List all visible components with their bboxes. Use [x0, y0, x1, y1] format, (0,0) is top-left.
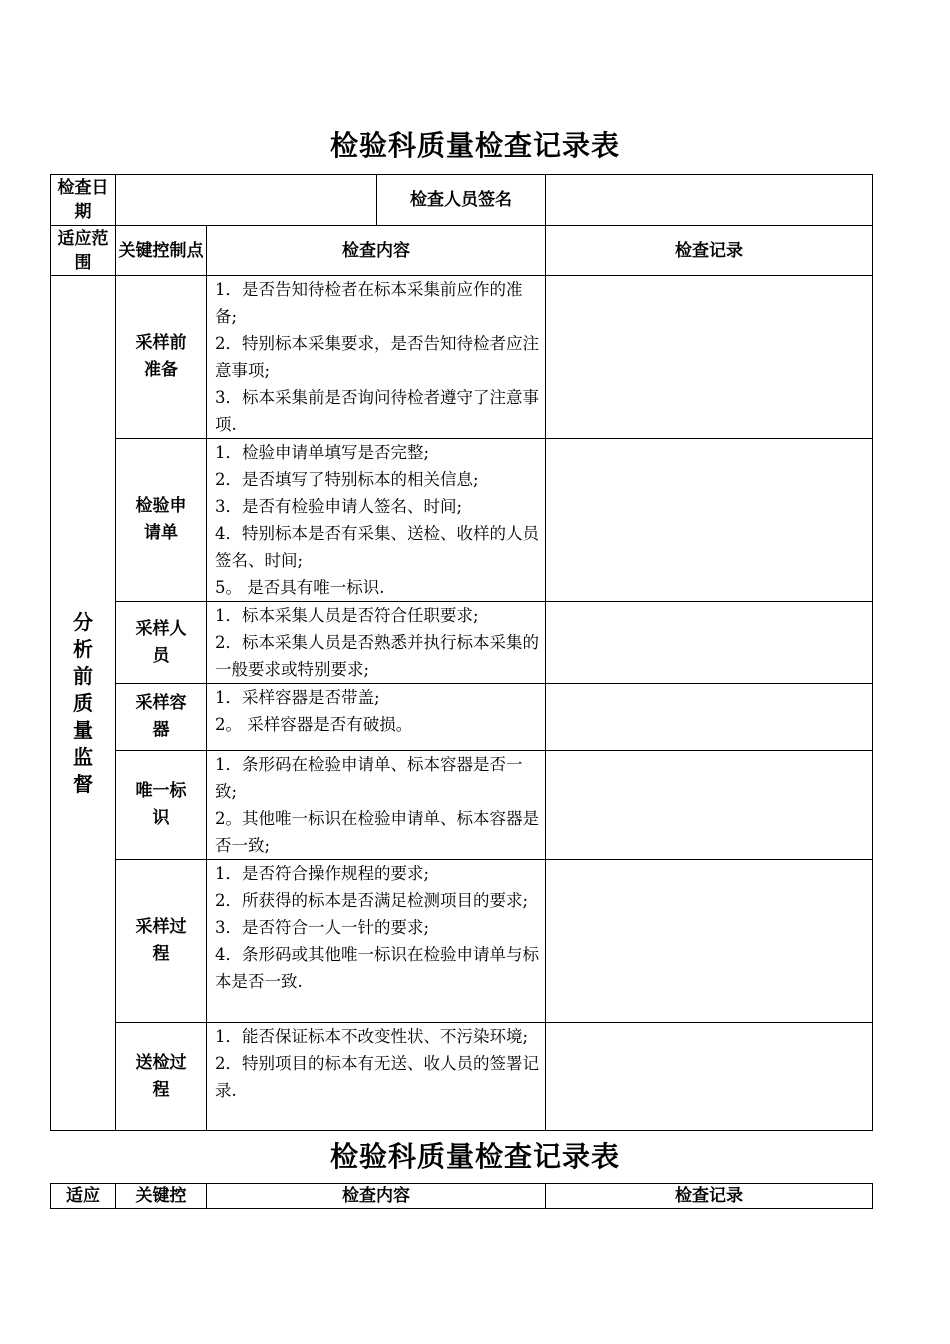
check-item: 2．是否填写了特别标本的相关信息; — [215, 470, 479, 489]
key-point-label: 采样容器 — [135, 693, 187, 740]
check-item: 4．条形码或其他唯一标识在检验申请单与标本是否一致. — [215, 945, 539, 991]
check-item: 2。其他唯一标识在检验申请单、标本容器是否一致; — [215, 809, 539, 855]
scope-label-char: 析 — [73, 636, 93, 661]
column-header-record — [546, 226, 873, 276]
quality-check-table — [50, 174, 873, 1131]
key-point-cell — [116, 602, 207, 684]
column-header-content — [207, 1184, 546, 1209]
check-record-cell[interactable] — [546, 439, 873, 602]
inspector-label-cell — [377, 175, 546, 226]
check-item: 2．特别项目的标本有无送、收人员的签署记录. — [215, 1054, 539, 1100]
column-header-record — [546, 1184, 873, 1209]
check-item: 2．特别标本采集要求，是否告知待检者应注意事项; — [215, 334, 539, 380]
inspector-signature-cell[interactable] — [546, 175, 873, 226]
key-point-label: 送检过程 — [135, 1052, 187, 1100]
column-header-key-point-text: 关键控 — [135, 1186, 187, 1206]
scope-label-char: 量 — [73, 717, 93, 742]
column-header-scope — [51, 1184, 116, 1209]
check-item: 3．是否符合一人一针的要求; — [215, 918, 430, 937]
check-record-cell[interactable] — [546, 684, 873, 751]
column-header-content-text: 检查内容 — [342, 1186, 410, 1206]
column-header-record-text: 检查记录 — [675, 240, 743, 261]
column-header-key-point — [116, 1184, 207, 1209]
column-header-key-point-text: 关键控制点 — [118, 240, 204, 261]
scope-label — [51, 609, 115, 798]
check-record-cell[interactable] — [546, 751, 873, 860]
key-point-cell — [116, 751, 207, 860]
key-point-label: 采样过程 — [135, 917, 187, 964]
check-item: 1．标本采集人员是否符合任职要求; — [215, 606, 479, 625]
page-title-repeat: 检验科质量检查记录表 — [329, 1140, 620, 1173]
scope-label-char: 前 — [73, 663, 93, 688]
check-item: 1．采样容器是否带盖; — [215, 688, 380, 707]
scope-label-char: 督 — [73, 771, 93, 796]
check-content-cell — [207, 751, 546, 860]
table-row — [51, 751, 873, 860]
key-point-label: 检验申请单 — [135, 496, 187, 543]
column-header-scope-text: 适应范围 — [57, 228, 109, 273]
scope-cell — [51, 276, 116, 1131]
check-record-cell[interactable] — [546, 1023, 873, 1131]
table-row — [51, 860, 873, 1023]
check-record-cell[interactable] — [546, 276, 873, 439]
column-header-scope — [51, 226, 116, 276]
table-row — [51, 602, 873, 684]
check-content-cell — [207, 860, 546, 1023]
inspector-label: 检查人员签名 — [410, 190, 512, 210]
scope-label-char: 分 — [73, 609, 93, 634]
check-content-cell — [207, 439, 546, 602]
date-value-cell[interactable] — [116, 175, 377, 226]
table-row — [51, 439, 873, 602]
check-item: 5。 是否具有唯一标识. — [215, 578, 385, 597]
scope-label-char: 质 — [73, 690, 93, 715]
quality-check-table-continued — [50, 1183, 873, 1209]
key-point-cell — [116, 1023, 207, 1131]
check-item: 1．能否保证标本不改变性状、不污染环境; — [215, 1027, 529, 1046]
key-point-label: 采样人员 — [135, 618, 187, 666]
check-item: 1．检验申请单填写是否完整; — [215, 443, 430, 462]
date-label-cell — [51, 175, 116, 226]
table-row — [51, 276, 873, 439]
check-record-cell[interactable] — [546, 860, 873, 1023]
key-point-cell — [116, 276, 207, 439]
key-point-cell — [116, 684, 207, 751]
check-item: 4．特别标本是否有采集、送检、收样的人员签名、时间; — [215, 524, 539, 570]
scope-label-char: 监 — [73, 744, 93, 769]
key-point-label: 唯一标识 — [135, 781, 187, 828]
check-item: 1．是否符合操作规程的要求; — [215, 864, 430, 883]
table-row — [51, 684, 873, 751]
key-point-cell — [116, 860, 207, 1023]
check-item: 2。 采样容器是否有破损。 — [215, 715, 413, 734]
check-item: 2．所获得的标本是否满足检测项目的要求; — [215, 891, 529, 910]
column-header-key-point — [116, 226, 207, 276]
check-content-cell — [207, 1023, 546, 1131]
check-item: 1．是否告知待检者在标本采集前应作的准备; — [215, 280, 523, 326]
check-content-cell — [207, 602, 546, 684]
key-point-label: 采样前准备 — [135, 333, 187, 380]
check-item: 3．是否有检验申请人签名、时间; — [215, 497, 463, 516]
check-item: 2．标本采集人员是否熟悉并执行标本采集的一般要求或特别要求; — [215, 633, 539, 679]
check-content-cell — [207, 276, 546, 439]
check-content-cell — [207, 684, 546, 751]
page-title: 检验科质量检查记录表 — [329, 129, 620, 162]
date-label: 检查日期 — [57, 178, 109, 222]
column-header-scope-text: 适应 — [66, 1186, 100, 1206]
table-row — [51, 1023, 873, 1131]
check-record-cell[interactable] — [546, 602, 873, 684]
column-header-content — [207, 226, 546, 276]
key-point-cell — [116, 439, 207, 602]
check-item: 3．标本采集前是否询问待检者遵守了注意事项. — [215, 388, 539, 434]
column-header-record-text: 检查记录 — [675, 1186, 743, 1206]
check-item: 1．条形码在检验申请单、标本容器是否一致; — [215, 755, 523, 801]
column-header-content-text: 检查内容 — [342, 240, 410, 261]
